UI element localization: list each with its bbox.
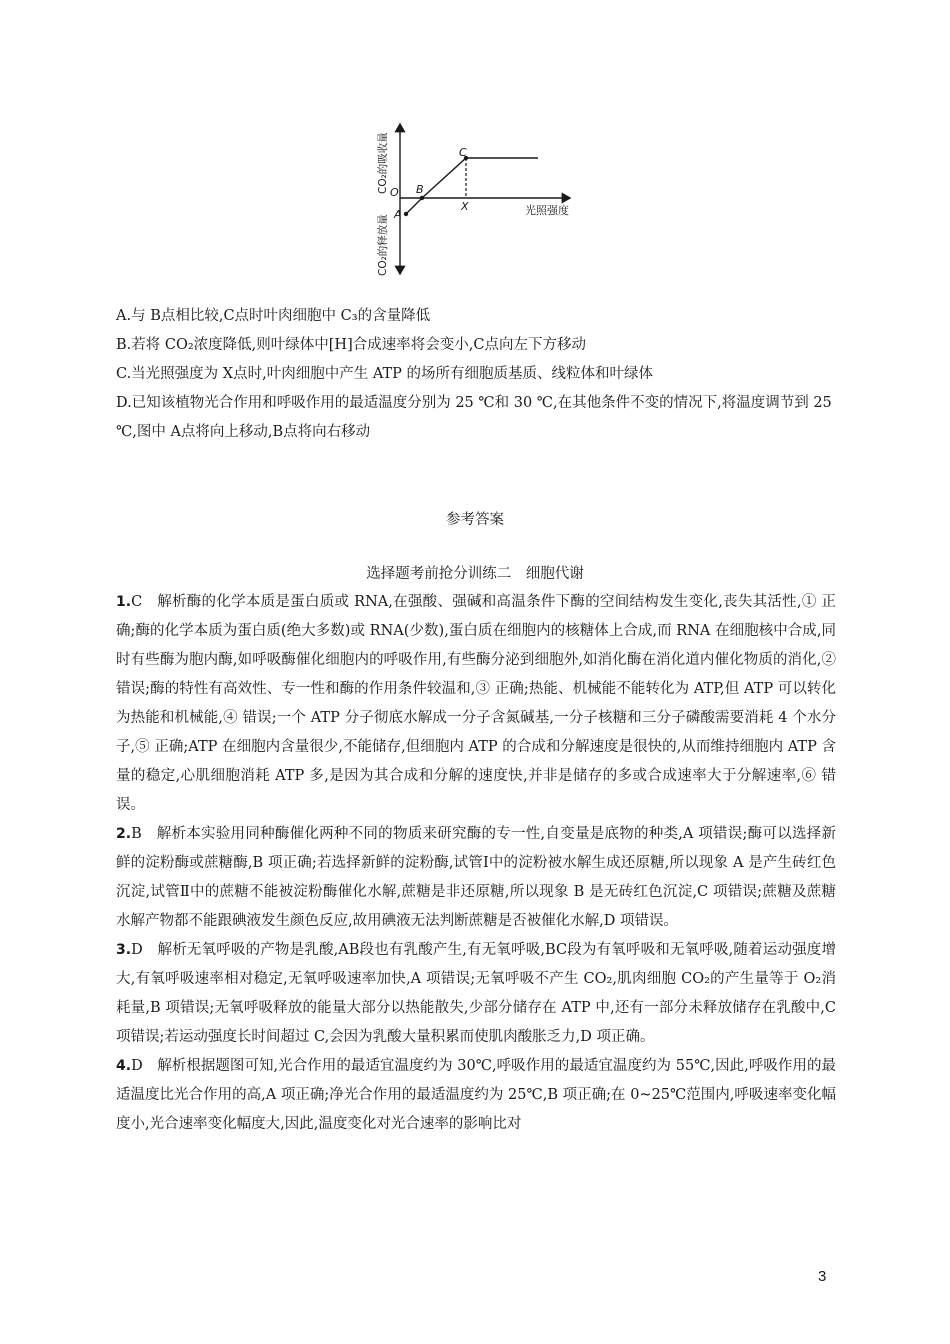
photosynthesis-graph [370, 118, 600, 282]
subsection-title: 选择题考前抢分训练二 细胞代谢 [366, 566, 584, 582]
graph-svg [370, 118, 600, 282]
y-axis-label-top: CO₂的吸收量 [377, 132, 389, 194]
label-a: A [394, 208, 402, 221]
answer-item [116, 1052, 836, 1139]
page-number: 3 [818, 1268, 827, 1285]
answer-number: 1. [116, 594, 132, 610]
y-axis-label-bottom: CO₂的释放量 [377, 214, 389, 276]
label-x: X [461, 200, 469, 213]
option-d: D.已知该植物光合作用和呼吸作用的最适温度分别为 25 ℃和 30 ℃,在其他条件不变的情况下,将温度调节到 25 ℃,图中 A点将向上移动,B点将向右移动 [116, 395, 832, 440]
label-o: O [390, 186, 399, 199]
answer-text: D 解析根据题图可知,光合作用的最适宜温度约为 30℃,呼吸作用的最适宜温度约为 55℃,因此,呼吸作用的最适温度比光合作用的高,A 项正确;净光合作用的最适温度约为 25℃,B 项正确;在 0~25℃范围内,呼吸速率变化幅度小,光合速率变化幅度大,因此,温度变化对光合速率的影响比对 [116, 1058, 836, 1132]
answer-number: 2. [116, 826, 132, 842]
answer-text: B 解析本实验用同种酶催化两种不同的物质来研究酶的专一性,自变量是底物的种类,A 项错误;酶可以选择新鲜的淀粉酶或蔗糖酶,B 项正确;若选择新鲜的淀粉酶,试管Ⅰ中的淀粉被水解生成还原糖,所以现象 A 是产生砖红色沉淀,试管Ⅱ中的蔗糖不能被淀粉酶催化水解,蔗糖是非还原糖,所以现象 B 是无砖红色沉淀,C 项错误;蔗糖及蔗糖水解产物都不能跟碘液发生颜色反应,故用碘液无法判断蔗糖是否被催化水解,D 项错误。 [116, 826, 836, 929]
point-a [404, 212, 408, 216]
answer-text: C 解析酶的化学本质是蛋白质或 RNA,在强酸、强碱和高温条件下酶的空间结构发生变化,丧失其活性,① 正确;酶的化学本质为蛋白质(绝大多数)或 RNA(少数),蛋白质在细胞内的核糖体上合成,而 RNA 在细胞核中合成,同时有些酶为胞内酶,如呼吸酶催化细胞内的呼吸作用,有些酶分泌到细胞外,如消化酶在消化道内催化物质的消化,② 错误;酶的特性有高效性、专一性和酶的作用条件较温和,③ 正确;热能、机械能不能转化为 ATP,但 ATP 可以转化为热能和机械能,④ 错误;一个 ATP 分子彻底水解成一分子含氮碱基,一分子核糖和三分子磷酸需要消耗 4 个水分子,⑤ 正确;ATP 在细胞内含量很少,不能储存,但细胞内 ATP 的合成和分解速度是很快的,从而维持细胞内 ATP 含量的稳定,心肌细胞消耗 ATP 多,是因为其合成和分解的速度快,并非是储存的多或合成速率大于分解速率,⑥ 错误。 [116, 594, 836, 813]
option-a: A.与 B点相比较,C点时叶肉细胞中 C₃的含量降低 [116, 308, 431, 324]
section-title: 参考答案 [446, 512, 504, 528]
answer-list [116, 588, 836, 1139]
answer-item [116, 588, 836, 820]
answer-number: 4. [116, 1058, 132, 1074]
point-b [420, 196, 424, 200]
option-c: C.当光照强度为 X点时,叶肉细胞中产生 ATP 的场所有细胞质基质、线粒体和叶绿体 [116, 366, 654, 382]
option-b: B.若将 CO₂浓度降低,则叶绿体中[H]合成速率将会变小,C点向左下方移动 [116, 337, 586, 353]
label-c: C [459, 146, 467, 159]
answer-item [116, 820, 836, 936]
answer-number: 3. [116, 942, 132, 958]
answer-text: D 解析无氧呼吸的产物是乳酸,AB段也有乳酸产生,有无氧呼吸,BC段为有氧呼吸和无氧呼吸,随着运动强度增大,有氧呼吸速率相对稳定,无氧呼吸速率加快,A 项错误;无氧呼吸不产生 CO₂,肌肉细胞 CO₂的产生量等于 O₂消耗量,B 项错误;无氧呼吸释放的能量大部分以热能散失,少部分储存在 ATP 中,还有一部分未释放储存在乳酸中,C 项错误;若运动强度长时间超过 C,会因为乳酸大量积累而使肌肉酸胀乏力,D 项正确。 [116, 942, 836, 1045]
x-axis-label: 光照强度 [525, 204, 569, 217]
answer-item [116, 936, 836, 1052]
label-b: B [416, 183, 424, 196]
curve-line [406, 158, 538, 214]
question-options [116, 302, 836, 447]
